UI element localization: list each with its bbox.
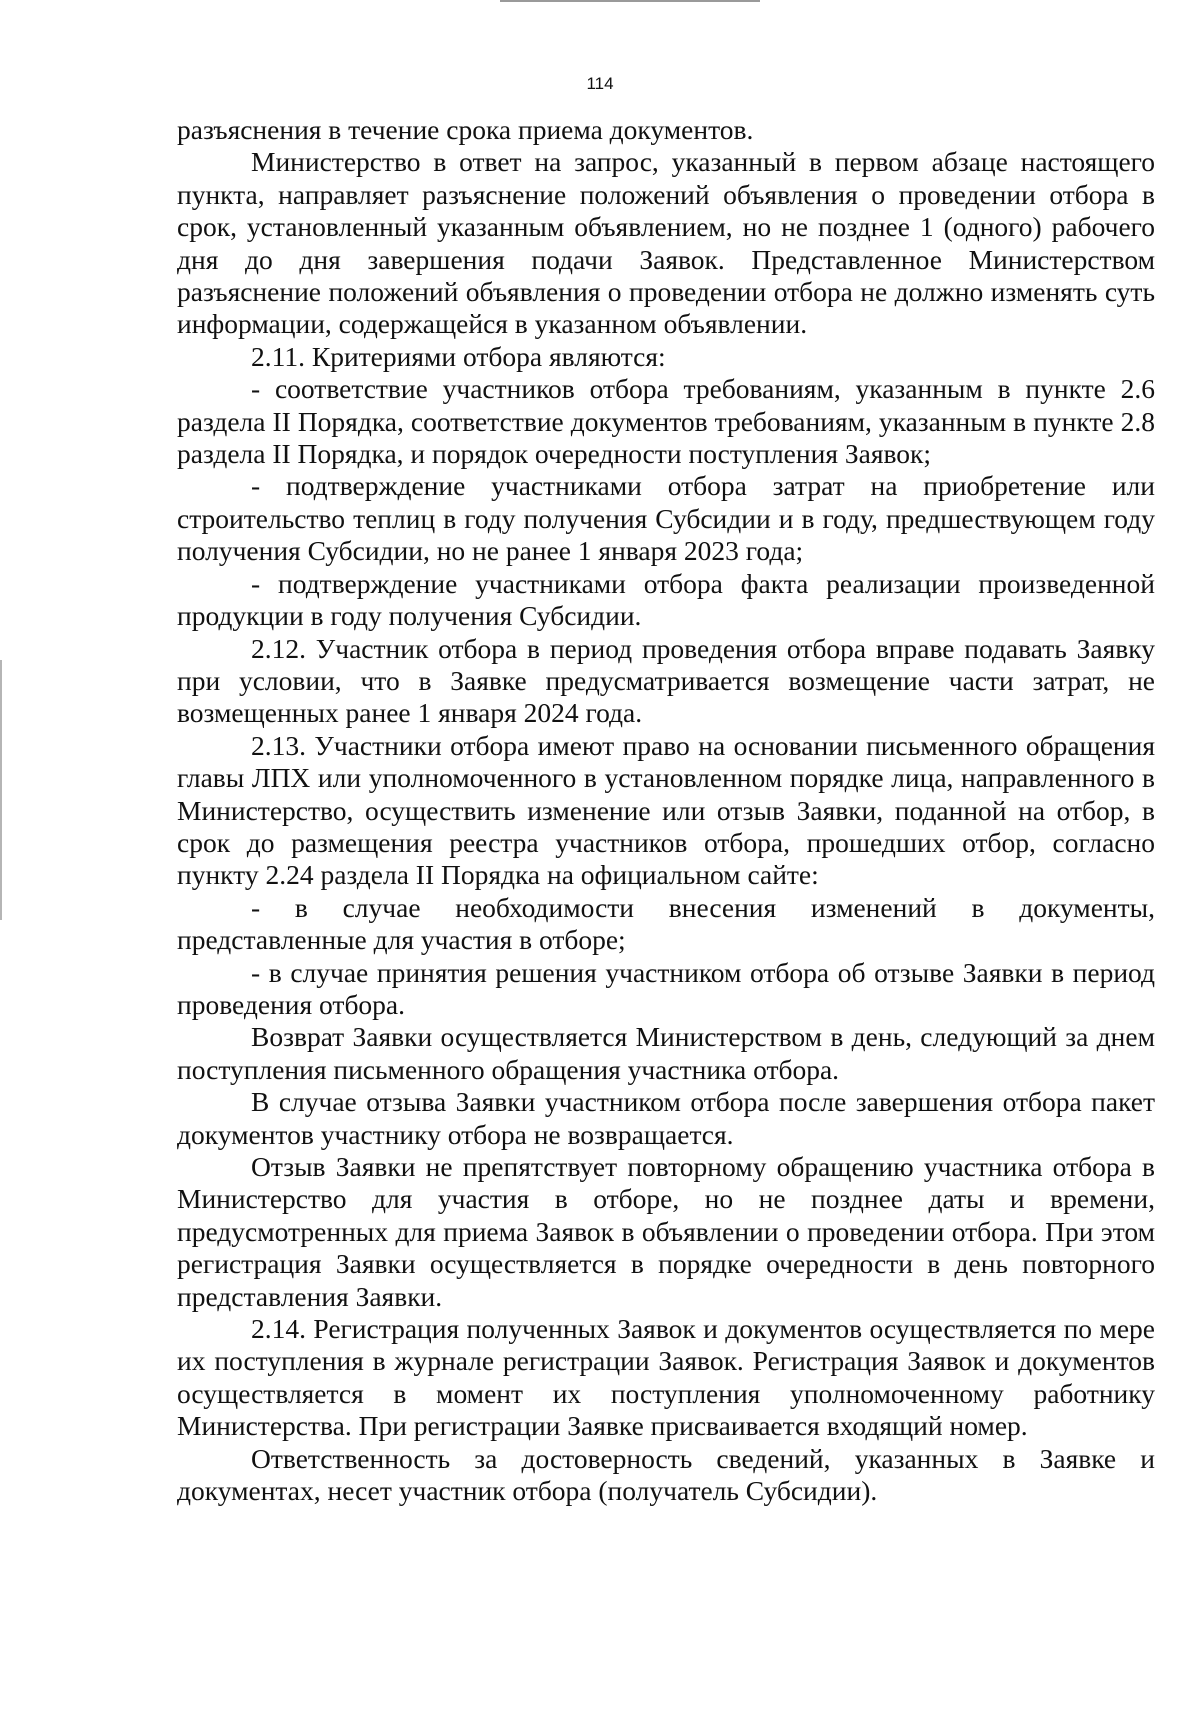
scan-edge-mark-left [0, 660, 2, 920]
scan-edge-mark-top [500, 0, 760, 2]
document-body [177, 114, 1155, 1507]
paragraph-ministry-response: Министерство в ответ на запрос, указанный в первом абзаце настоящего пункта, направляет разъяснение положений объявления о проведении отбора в срок, установленный указанным объявлением, но не позднее 1 (одного) рабочего дня до дня завершения подачи Заявок. Представленное Министерством разъяснение положений объявления о проведении отбора не должно изменять суть информации, содержащейся в указанном объявлении. [177, 146, 1155, 340]
paragraph-2-13-case-withdrawal: - в случае принятия решения участником отбора об отзыве Заявки в период проведения отбора. [177, 956, 1155, 1020]
paragraph-2-14: 2.14. Регистрация полученных Заявок и документов осуществляется по мере их поступления в журнале регистрации Заявок. Регистрация Заявок и документов осуществляется в момент их поступления уполномоченному работнику Министерства. При регистрации Заявке присваивается входящий номер. [177, 1313, 1155, 1442]
paragraph-criterion-sales: - подтверждение участниками отбора факта реализации произведенной продукции в году получения Субсидии. [177, 567, 1155, 632]
paragraph-criterion-compliance: - соответствие участников отбора требованиям, указанным в пункте 2.6 раздела II Порядка, соответствие документов требованиям, указанным в пункте 2.8 раздела II Порядка, и порядок очередности поступления Заявок; [177, 373, 1155, 470]
paragraph-criterion-costs: - подтверждение участниками отбора затрат на приобретение или строительство теплиц в году получения Субсидии и в году, предшествующем году получения Субсидии, но не ранее 1 января 2023 года; [177, 470, 1155, 567]
paragraph-resubmission: Отзыв Заявки не препятствует повторному обращению участника отбора в Министерство для участия в отборе, но не позднее даты и времени, предусмотренных для приема Заявок в объявлении о проведении отбора. При этом регистрация Заявки осуществляется в порядке очередности в день повторного представления Заявки. [177, 1151, 1155, 1312]
paragraph-continuation: разъяснения в течение срока приема документов. [177, 114, 754, 145]
page-number: 114 [586, 74, 614, 93]
paragraph-2-13-case-changes: - в случае необходимости внесения изменений в документы, представленные для участия в отборе; [177, 891, 1155, 956]
paragraph-2-13: 2.13. Участники отбора имеют право на основании письменного обращения главы ЛПХ или уполномоченного в установленном порядке лица, направленного в Министерство, осуществить изменение или отзыв Заявки, поданной на отбор, в срок до размещения реестра участников отбора, прошедших отбор, согласно пункту 2.24 раздела II Порядка на официальном сайте: [177, 729, 1155, 891]
paragraph-withdrawal-after: В случае отзыва Заявки участником отбора после завершения отбора пакет документов участнику отбора не возвращается. [177, 1086, 1155, 1150]
paragraph-2-12: 2.12. Участник отбора в период проведения отбора вправе подавать Заявку при условии, что в Заявке предусматривается возмещение части затрат, не возмещенных ранее 1 января 2024 года. [177, 632, 1155, 729]
paragraph-return: Возврат Заявки осуществляется Министерством в день, следующий за днем поступления письменного обращения участника отбора. [177, 1021, 1155, 1085]
paragraph-2-11-heading: 2.11. Критериями отбора являются: [251, 340, 666, 372]
paragraph-responsibility: Ответственность за достоверность сведений, указанных в Заявке и документах, несет участник отбора (получатель Субсидии). [177, 1442, 1155, 1507]
